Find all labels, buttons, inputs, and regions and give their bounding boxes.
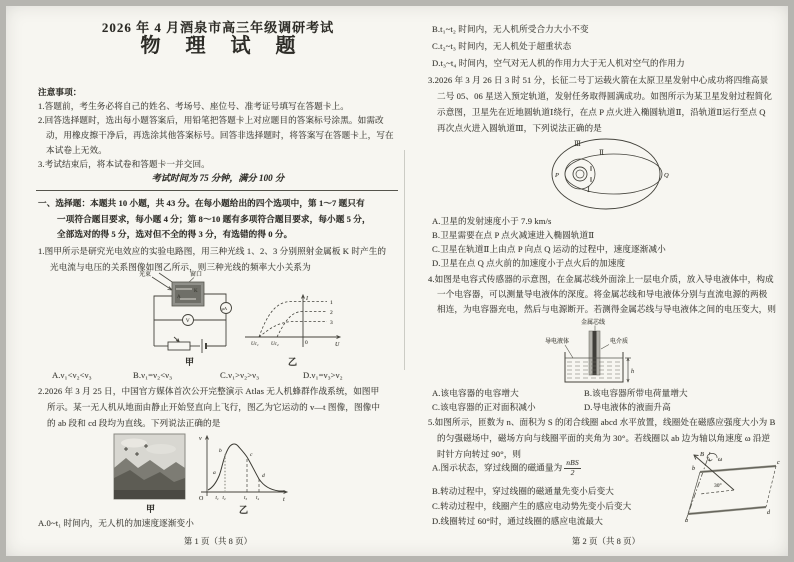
anode-a-label: A [177, 295, 181, 300]
page-title-line1: 2026 年 4 月酒泉市高三年级调研考试 [101, 20, 335, 35]
notice-1: 1.答题前，考生务必将自己的姓名、考场号、座位号、准考证号填写在答题卡上。 [38, 101, 349, 111]
orbit-2-label: Ⅱ [599, 149, 604, 157]
point-d-label: d [262, 473, 265, 479]
tick-t3-label: t₃ [244, 496, 248, 501]
tick-t2-label: t₂ [222, 496, 226, 501]
page-title-line2: 物 理 试 题 [140, 35, 306, 57]
q3-option-b: B.卫星需要在点 P 点火减速进入椭圆轨道Ⅱ [432, 230, 595, 240]
omega-label: ω [718, 457, 723, 463]
q4-option-c: C.该电容器的正对面积减小 [432, 402, 536, 412]
q2-option-c: C.t₂~t₃ 时间内，无人机处于超重状态 [432, 41, 572, 51]
vertex-a-label: a [685, 518, 688, 524]
q2-option-d: D.t₃~t₄ 时间内，空气对无人机的作用力大于无人机对空气的作用力 [432, 58, 685, 68]
point-c-label: c [250, 452, 253, 458]
q1-option-a: A.ν₁<ν₂<ν₃ [52, 370, 92, 380]
light-beam-label: 光束 [139, 272, 152, 278]
point-q-label: Q [664, 172, 669, 179]
q5-coil-figure [684, 450, 784, 530]
q2-option-b: B.t₁~t₂ 时间内，无人机所受合力大小不变 [432, 24, 589, 34]
q4-option-a: A.该电容器的电容增大 [432, 388, 519, 398]
q1-option-d: D.ν₁=ν₃>ν₂ [303, 370, 343, 380]
tick-t4-label: t₄ [256, 496, 260, 501]
q1-stem-line1: 1.图甲所示是研究光电效应的实验电路图，用三种光线 1、2、3 分别照射金属板 K 时产生的 [38, 246, 387, 256]
q4-stem-line1: 4.如图是电容式传感器的示意图，在金属芯线外面涂上一层电介质，放入导电液体中，构成 [428, 274, 774, 284]
q5-option-a-text: A.图示状态，穿过线圈的磁通量为 [432, 462, 563, 473]
depth-h-label: h [631, 369, 634, 375]
curve-1-label: 1 [330, 300, 333, 306]
metal-core-rod [593, 331, 597, 375]
angle-30-label: 30° [714, 483, 722, 489]
notice-3: 3.考试结束后，将本试卷和答题卡一并交回。 [38, 159, 210, 169]
notice-2-line3: 本试卷上无效。 [46, 145, 107, 155]
orbit-1-label: Ⅰ [587, 186, 590, 194]
cathode-k-label: K [194, 289, 198, 294]
page-fold-line [404, 150, 405, 370]
section-heading-line3: 全部选对的得 5 分，选对但不全的得 3 分，有选错的得 0 分。 [57, 229, 293, 239]
graph-y-axis-label: I [306, 296, 308, 302]
graph-x-axis-label: U [335, 342, 340, 348]
vertex-d-label: d [767, 510, 770, 516]
point-b-label: b [219, 448, 222, 454]
q2-drone-photo [114, 434, 185, 499]
q2-figure-caption-yi: 乙 [239, 505, 249, 515]
q3-satellite-orbits-figure [538, 130, 678, 218]
q3-option-c: C.卫星在轨道Ⅱ上由点 P 向点 Q 运动的过程中，速度逐渐减小 [432, 244, 666, 254]
rotation-axis [686, 452, 710, 520]
q1-option-b: B.ν₁=ν₂<ν₃ [133, 370, 173, 380]
q4-option-d: D.导电液体的液面升高 [584, 402, 671, 412]
notice-2-line2: 动，用橡皮擦干净后，再选涂其他答案标号。回答非选择题时，将答案写在答题卡上，写在 [46, 130, 394, 140]
q5-stem-line1: 5.如图所示，匝数为 n、面积为 S 的闭合线圈 abcd 水平放置，线圈处在磁感应强度大小为 B [428, 417, 776, 427]
window-label: 窗口 [190, 272, 203, 278]
point-a-label: a [213, 470, 216, 476]
q5-option-a [432, 459, 581, 477]
q2-figure-caption-jia: 甲 [146, 504, 156, 514]
graph-origin-label: 0 [305, 340, 308, 346]
header-divider [36, 190, 398, 191]
exam-duration-info: 考试时间为 75 分钟，满分 100 分 [151, 173, 285, 183]
notice-heading: 注意事项： [38, 87, 82, 97]
earth-icon [573, 167, 587, 181]
page1-footer: 第 1 页（共 8 页） [183, 537, 253, 546]
q5-option-a-fraction: $\frac{\text{nBS}}{2}$ [566, 458, 579, 477]
q3-stem-line2: 二号 05、06 星送入预定轨道，发射任务取得圆满成功。如图所示为某卫星发射过程简化 [437, 91, 773, 101]
curve-3-label: 3 [330, 320, 333, 326]
microammeter-label: μA [221, 306, 228, 311]
vt-origin-label: O [199, 496, 204, 502]
q5-stem-line3: 时针方向转过 90°，则 [437, 449, 522, 459]
q3-stem-line4: 再次点火进入圆轨道Ⅲ，下列说法正确的是 [437, 123, 602, 133]
q2-option-a: A.0~t₁ 时间内，无人机的加速度逐渐变小 [38, 518, 194, 528]
q1-stem-line2: 光电流与电压的关系图像如图乙所示，则三种光线的频率大小关系为 [50, 262, 311, 272]
tick-t1-label: t₁ [215, 496, 219, 501]
page2-footer: 第 2 页（共 8 页） [571, 537, 641, 546]
q4-stem-line3: 相连，为电容器充电，然后与电源断开。若测得金属芯线与导电液体之间的电压变大，则 [437, 304, 777, 314]
dielectric-label: 电介质 [610, 339, 629, 345]
q2-velocity-time-graph [195, 430, 290, 504]
q5-stem-line2: 的匀强磁场中，磁场方向与线圈平面的夹角为 30°。若线圈以 ab 边为轴以角速度 ω 沿逆 [437, 433, 771, 443]
q1-figure-caption-yi: 乙 [288, 357, 298, 367]
stopping-voltage-1-label: Uc₁ [251, 342, 259, 347]
q2-stem-line3: 的 ab 段和 cd 段均为直线。下列说法正确的是 [47, 418, 221, 428]
q4-stem-line2: 一个电容器，可以测量导电液体的深度。将金属芯线和导电液体分别与直流电源的两极 [437, 289, 768, 299]
q5-option-d: D.线圈转过 60°时，通过线圈的感应电流最大 [432, 516, 603, 526]
curve-2-label: 2 [330, 310, 333, 316]
q4-capacitive-sensor-figure [543, 316, 639, 388]
field-b-label: B [700, 451, 704, 458]
q5-option-b: B.转动过程中，穿过线圈的磁通量先变小后变大 [432, 486, 614, 496]
vertex-c-label: c [777, 460, 780, 466]
q2-stem-line2: 所示。某一无人机从地面由静止开始竖直向上飞行，图乙为它运动的 v—t 图像，图像中 [47, 402, 381, 412]
metal-core-label: 金属芯线 [581, 320, 606, 326]
section-heading-line1: 一、选择题：本题共 10 小题，共 43 分。在每小题给出的四个选项中，第 1～7 题只有 [38, 198, 365, 208]
voltmeter-label: V [185, 318, 190, 325]
q3-stem-line3: 示意图，卫星先在近地圆轨道Ⅰ绕行，在点 P 点火进入椭圆轨道Ⅱ，沿轨道Ⅱ运行至点 Q [437, 107, 766, 117]
stopping-voltage-2-label: Uc₂ [271, 342, 279, 347]
q5-option-c: C.转动过程中，线圈产生的感应电动势先变小后变大 [432, 501, 632, 511]
point-p-label: P [555, 172, 559, 179]
section-heading-line2: 一项符合题目要求，每小题 4 分；第 8～10 题有多项符合题目要求，每小题 5 分， [57, 214, 371, 224]
q2-stem-line1: 2.2026 年 3 月 25 日，中国官方媒体首次公开完整演示 Atlas 无人机蜂群作战系统，如图甲 [38, 386, 380, 396]
vt-x-axis-label: t [283, 497, 285, 503]
q1-photoelectric-circuit-figure [138, 268, 242, 354]
q1-option-c: C.ν₁>ν₂>ν₃ [220, 370, 260, 380]
q3-option-a: A.卫星的发射速度小于 7.9 km/s [432, 216, 552, 226]
q1-current-voltage-graph [243, 291, 343, 351]
vertex-b-label: b [692, 466, 695, 472]
orbit-3-label: Ⅲ [574, 140, 581, 148]
q3-stem-line1: 3.2026 年 3 月 26 日 3 时 51 分，长征二号丁运载火箭在太原卫星发射中心成功将四维高景 [428, 75, 769, 85]
notice-2-line1: 2.回答选择题时，选出每小题答案后，用铅笔把答题卡上对应题目的答案标号涂黑。如需改 [38, 115, 384, 125]
conductive-liquid-label: 导电液体 [545, 339, 570, 345]
vt-y-axis-label: v [199, 436, 202, 442]
q1-figure-caption-jia: 甲 [185, 357, 195, 367]
q3-option-d: D.卫星在点 Q 点火前的加速度小于点火后的加速度 [432, 258, 626, 268]
q4-option-b: B.该电容器所带电荷量增大 [584, 388, 688, 398]
